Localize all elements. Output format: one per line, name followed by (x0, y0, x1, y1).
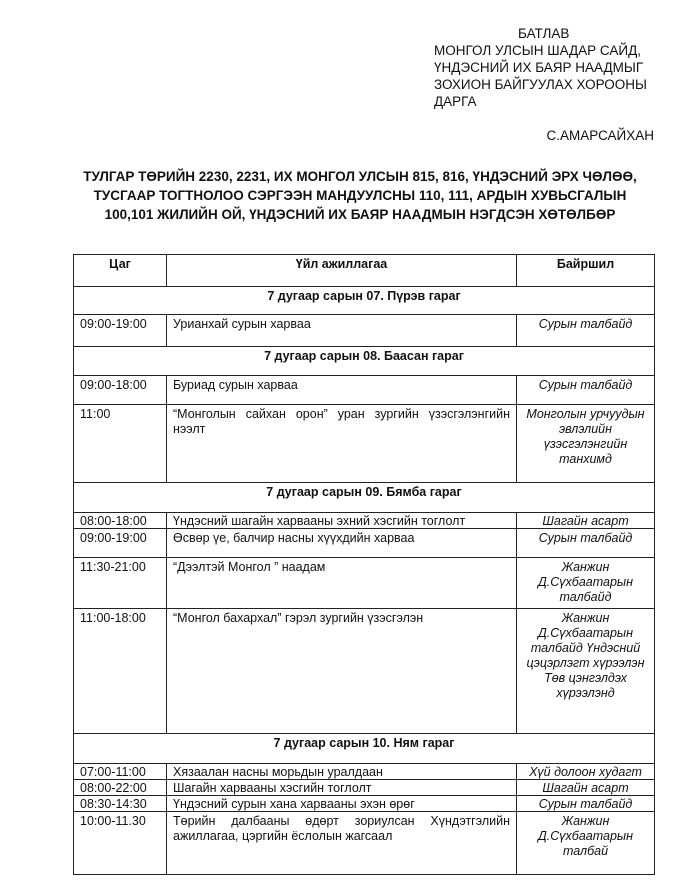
activity-cell: Төрийн далбааны өдөрт зориулсан Хүндэтгэлийн ажиллагаа, цэргийн ёслолын жагсаал (167, 812, 517, 875)
table-row (74, 513, 655, 529)
time-cell: 07:00-11:00 (74, 764, 167, 780)
date-row (74, 483, 655, 513)
time-cell: 09:00-19:00 (74, 315, 167, 347)
date-row (74, 287, 655, 315)
time-cell: 11:00-18:00 (74, 609, 167, 734)
activity-cell: Шагайн харвааны хэсгийн тоглолт (167, 780, 517, 796)
activity-cell: Хязаалан насны морьдын уралдаан (167, 764, 517, 780)
table-row (74, 405, 655, 483)
location-cell: Сурын талбайд (517, 796, 655, 812)
header-location: Байршил (517, 255, 655, 287)
location-cell: Сурын талбайд (517, 376, 655, 405)
activity-cell: “Монголын сайхан орон” уран зургийн үзэсгэлэнгийн нээлт (167, 405, 517, 483)
table-row (74, 315, 655, 347)
approval-line: ДАРГА (434, 94, 477, 109)
activity-cell: Үндэсний шагайн харвааны эхний хэсгийн тоглолт (167, 513, 517, 529)
table-row (74, 780, 655, 796)
time-cell: 09:00-19:00 (74, 529, 167, 558)
header-time: Цаг (74, 255, 167, 287)
table-row (74, 764, 655, 780)
table-row (74, 558, 655, 609)
approval-line: МОНГОЛ УЛСЫН ШАДАР САЙД, (434, 43, 641, 58)
schedule-body (74, 287, 655, 875)
activity-cell: “Монгол бахархал” гэрэл зургийн үзэсгэлэн (167, 609, 517, 734)
activity-cell: Буриад сурын харваа (167, 376, 517, 405)
date-heading: 7 дугаар сарын 09. Бямба гараг (74, 483, 655, 513)
location-cell: Монголын урчуудын эвлэлийн үзэсгэлэнгийн танхимд (517, 405, 655, 483)
approval-label: БАТЛАВ (518, 26, 570, 41)
time-cell: 08:00-22:00 (74, 780, 167, 796)
date-row (74, 734, 655, 764)
title-line: 100,101 ЖИЛИЙН ОЙ, ҮНДЭСНИЙ ИХ БАЯР НААДМЫН НЭГДСЭН ХӨТӨЛБӨР (104, 207, 616, 222)
time-cell: 11:30-21:00 (74, 558, 167, 609)
table-row (74, 812, 655, 875)
approval-signer: С.АМАРСАЙХАН (546, 128, 654, 143)
date-row (74, 347, 655, 376)
location-cell: Жанжин Д.Сүхбаатарын талбай (517, 812, 655, 875)
date-heading: 7 дугаар сарын 07. Пүрэв гараг (74, 287, 655, 315)
location-cell: Сурын талбайд (517, 315, 655, 347)
activity-cell: Урианхай сурын харваа (167, 315, 517, 347)
location-cell: Шагайн асарт (517, 513, 655, 529)
date-heading: 7 дугаар сарын 08. Баасан гараг (74, 347, 655, 376)
schedule-table (73, 254, 655, 875)
approval-line: ЗОХИОН БАЙГУУЛАХ ХОРООНЫ (434, 77, 647, 92)
time-cell: 08:30-14:30 (74, 796, 167, 812)
location-cell: Жанжин Д.Сүхбаатарын талбайд (517, 558, 655, 609)
approval-line: ҮНДЭСНИЙ ИХ БАЯР НААДМЫГ (434, 60, 644, 75)
table-row (74, 609, 655, 734)
table-row (74, 376, 655, 405)
activity-cell: Өсвөр үе, балчир насны хүүхдийн харваа (167, 529, 517, 558)
table-header-row (74, 255, 655, 287)
activity-cell: “Дээлтэй Монгол ” наадам (167, 558, 517, 609)
location-cell: Сурын талбайд (517, 529, 655, 558)
location-cell: Жанжин Д.Сүхбаатарын талбайд Үндэсний цэцэрлэгт хүрээлэн Төв цэнгэлдэх хүрээлэнд (517, 609, 655, 734)
time-cell: 09:00-18:00 (74, 376, 167, 405)
time-cell: 08:00-18:00 (74, 513, 167, 529)
activity-cell: Үндэсний сурын хана харвааны эхэн өрөг (167, 796, 517, 812)
table-row (74, 529, 655, 558)
approval-block (434, 25, 674, 144)
header-activity: Үйл ажиллагаа (167, 255, 517, 287)
date-heading: 7 дугаар сарын 10. Ням гараг (74, 734, 655, 764)
time-cell: 11:00 (74, 405, 167, 483)
document-title (60, 167, 660, 224)
time-cell: 10:00-11.30 (74, 812, 167, 875)
title-line: ТУСГААР ТОГТНОЛОО СЭРГЭЭН МАНДУУЛСНЫ 110, 111, АРДЫН ХУВЬСГАЛЫН (93, 188, 627, 203)
table-row (74, 796, 655, 812)
location-cell: Шагайн асарт (517, 780, 655, 796)
title-line: ТУЛГАР ТӨРИЙН 2230, 2231, ИХ МОНГОЛ УЛСЫН 815, 816, ҮНДЭСНИЙ ЭРХ ЧӨЛӨӨ, (83, 169, 637, 184)
location-cell: Хүй долоон худагт (517, 764, 655, 780)
